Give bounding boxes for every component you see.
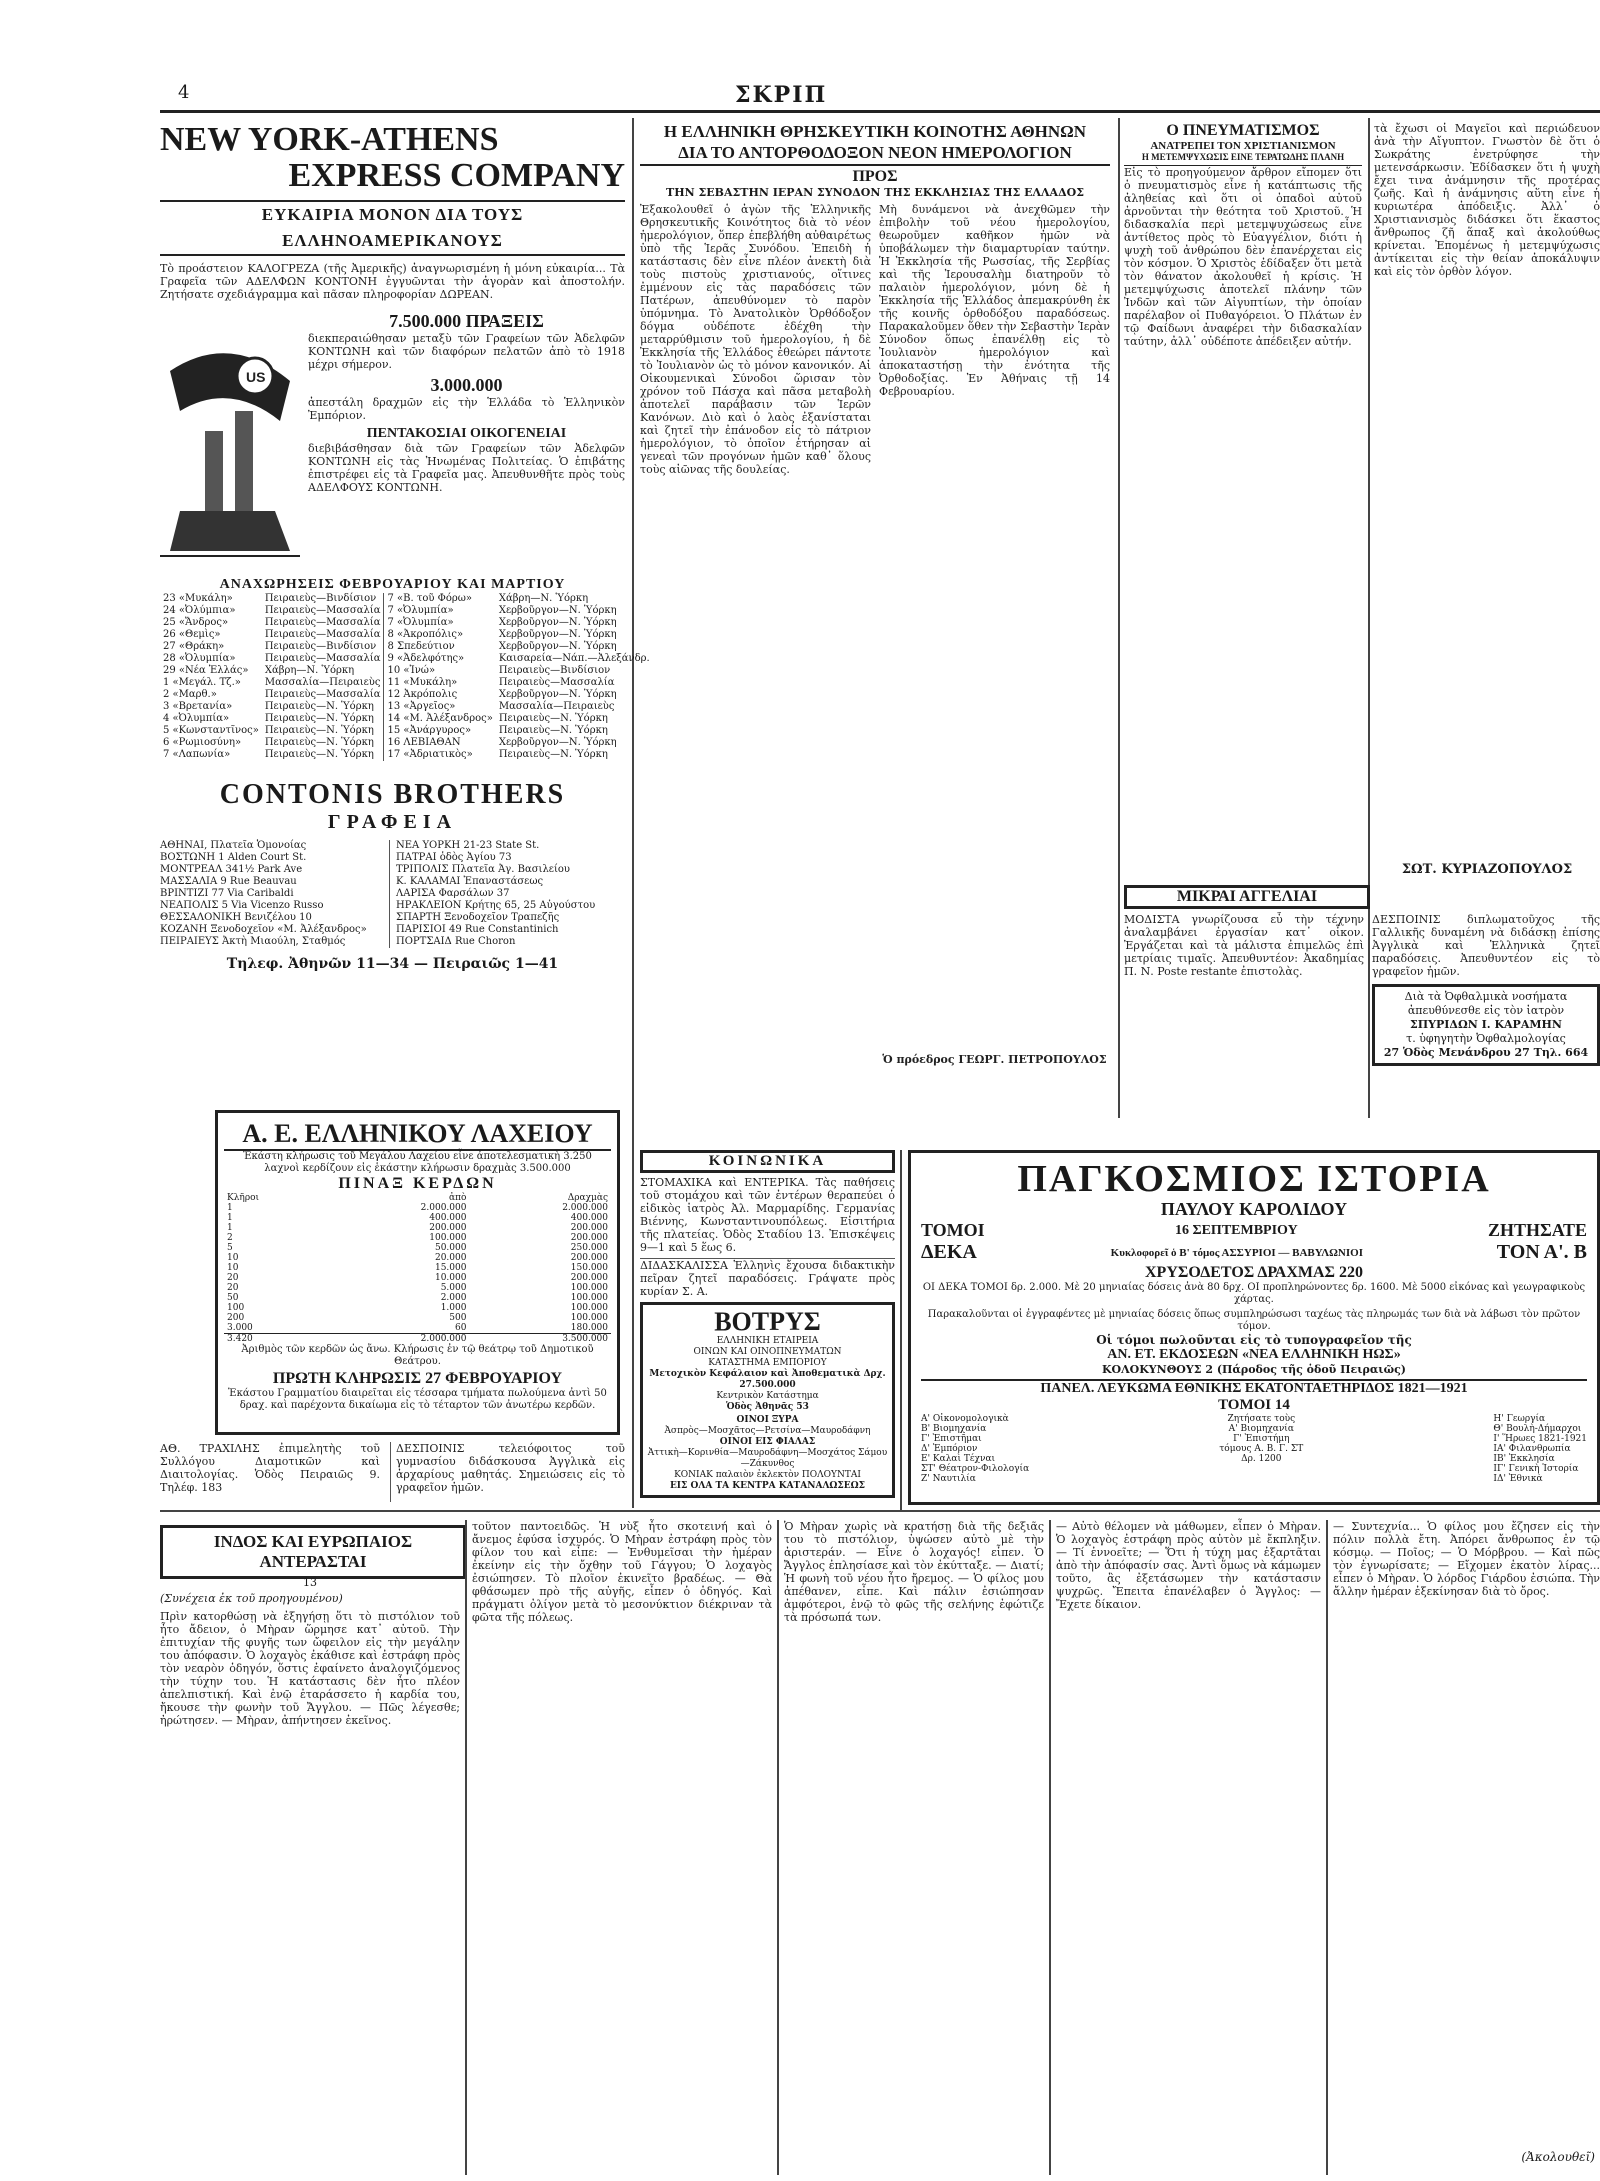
prize-row <box>224 1283 611 1293</box>
sailing-cell: 13 «Ἀργεῖος» <box>384 701 496 713</box>
sailing-cell: Χάβρη—Ν. Ὑόρκη <box>264 665 355 676</box>
history-volume-item: Θ' Βουλὴ-Δήμαρχοι <box>1493 1424 1582 1434</box>
sailing-cell: 8 Σπεδεύτιον <box>384 641 496 653</box>
column-divider <box>900 1150 902 1510</box>
contonis-phones: Τηλεφ. Ἀθηνῶν 11—34 — Πειραιῶς 1—41 <box>226 956 559 972</box>
office-address: ΜΟΝΤΡΕΑΛ 341½ Park Ave <box>160 864 303 875</box>
office-address: ΘΕΣΣΑΛΟΝΙΚΗ Βενιζέλου 10 <box>160 912 312 923</box>
prize-cell: 1.000 <box>440 1303 467 1313</box>
article-title-line2: ΔΙΑ ΤΟ ΑΝΤΟΡΘΟΔΟΞΟΝ ΝΕΟΝ ΗΜΕΡΟΛΟΓΙΟΝ <box>640 142 1110 166</box>
prize-row <box>224 1273 611 1283</box>
history-sold: Οἱ τόμοι πωλοῦνται εἰς τὸ τυπογραφεῖον τῆς <box>1096 1333 1412 1347</box>
sailing-cell: 14 «Μ. Ἀλέξανδρος» <box>384 713 496 725</box>
history-publisher: ΑΝ. ΕΤ. ΕΚΔΟΣΕΩΝ «ΝΕΑ ΕΛΛΗΝΙΚΗ ΗΩΣ» <box>1107 1347 1401 1362</box>
eye-ad-line: ἀπευθύνεσθε εἰς τὸν ἰατρὸν <box>1407 1004 1565 1017</box>
prize-cell: 150.000 <box>570 1263 608 1273</box>
sailing-cell: 7 «Λαπωνία» <box>163 749 231 760</box>
office-address: ΝΕΑ ΥΟΡΚΗ 21-23 State St. <box>396 840 540 851</box>
prize-total-2: 3.500.000 <box>469 1334 611 1345</box>
sailing-cell: 7 «Β. τοῦ Φόρω» <box>384 593 496 605</box>
eye-doctor-ad <box>1372 984 1600 1066</box>
sailings-table <box>160 593 653 761</box>
history-published: Κυκλοφορεῖ ὁ Β' τόμος ΑΣΣΥΡΙΟΙ — ΒΑΒΥΛΩΝΙΟΙ <box>1110 1246 1363 1259</box>
prize-total-count: 3.420 <box>224 1334 328 1345</box>
history-list-mid <box>1219 1414 1303 1484</box>
prize-row <box>224 1263 611 1273</box>
botrys-name: ΒΟΤΡΥΣ <box>714 1307 821 1336</box>
office-address: Κ. ΚΑΛΑΜΑΙ Ἐπαναστάσεως <box>396 876 544 887</box>
sailing-cell: 7 «Ὀλυμπία» <box>384 605 496 617</box>
history-pub-address: ΚΟΛΟΚΥΝΘΟΥΣ 2 (Πάροδος τῆς ὁδοῦ Πειραιῶς) <box>1101 1363 1407 1376</box>
prize-row <box>224 1243 611 1253</box>
history-tomoi14: ΤΟΜΟΙ 14 <box>1218 1397 1290 1413</box>
contonis-title: CONTONIS BROTHERS <box>219 779 566 810</box>
sailings-title: ΑΝΑΧΩΡΗΣΕΙΣ ΦΕΒΡΟΥΑΡΙΟΥ ΚΑΙ ΜΑΡΤΙΟΥ <box>219 577 566 592</box>
sailing-row <box>160 605 653 617</box>
history-volume-item: Δ' Ἐμπόριον <box>921 1444 978 1454</box>
prize-cell: 100.000 <box>570 1303 608 1313</box>
calendar-article <box>640 122 1110 1142</box>
botrys-footer: ΕΙΣ ΟΛΑ ΤΑ ΚΕΝΤΡΑ ΚΑΤΑΝΑΛΩΣΕΩΣ <box>669 1481 866 1491</box>
column-divider <box>777 1520 779 2175</box>
sailing-row <box>160 665 653 677</box>
history-volume-item: ΣΤ' Θέατρον-Φιλολογία <box>921 1464 1030 1474</box>
sailing-row <box>160 701 653 713</box>
office-address: ΠΕΙΡΑΙΕΥΣ Ἀκτὴ Μιαούλη, Σταθμός <box>160 936 346 947</box>
top-rule <box>160 110 1600 113</box>
amount: 3.000.000 <box>430 375 503 395</box>
prize-col-head: Κλῆροι <box>227 1193 260 1203</box>
office-address: ΗΡΑΚΛΕΙΟΝ Κρήτης 65, 25 Αὐγούστου <box>396 900 596 911</box>
prize-cell: 50.000 <box>434 1243 467 1253</box>
column-divider <box>1326 1520 1328 2175</box>
history-subscribe: Παρακαλοῦνται οἱ ἐγγραφέντες μὲ μηνιαίας δόσεις ὅπως συμπληρώσωσι ταχέως τὰς πληρωμάς των διὰ νὰ λάβωσι τὸν πρῶτον τόμον. <box>927 1309 1581 1332</box>
sailing-cell: Πειραιεὺς—Ν. Ὑόρκη <box>264 713 374 724</box>
office-address: ΣΠΑΡΤΗ Ξενοδοχεῖον Τραπεζῆς <box>396 912 560 923</box>
amount-text: ἀπεστάλη δραχμῶν εἰς τὴν Ἑλλάδα τὸ Ἑλληνικὸν Ἐμπόριον. <box>308 396 625 422</box>
classifieds <box>1124 885 1600 1145</box>
sailing-cell: Πειραιεὺς—Μασσαλία <box>264 605 381 616</box>
history-volume-item: Β' Βιομηχανία <box>921 1424 987 1434</box>
prize-cell: 200 <box>227 1313 245 1323</box>
office-address: ΠΑΤΡΑΙ ὁδὸς Ἀγίου 73 <box>396 852 512 863</box>
column-divider <box>1049 1520 1051 2175</box>
serial-col-4: — Αὐτὸ θέλομεν νὰ μάθωμεν, εἶπεν ὁ Μὴραν. Ὁ λοχαγὸς ἐστράφη πρὸς αὐτὸν μὲ ἔκπληξιν. — Τί ἐννοεῖτε; — Ὅτι ἡ τύχη μας ἐξαρτᾶται ἀπὸ τὴν ἀπόφασίν σας. Ἀντὶ ὅμως νὰ κάμωμεν τοῦτο, ἂς ἐξετάσωμεν τὴν κατάστασιν ψυχρῶς. Ἔπειτα ἐπανέλαβεν ὁ Ἄγγλος: — Ἔχετε δίκαιον. <box>1056 1520 1321 1611</box>
sailing-cell: Χερβοῦργον—Ν. Ὑόρκη <box>498 641 617 652</box>
classifieds-title: ΜΙΚΡΑΙ ΑΓΓΕΛΙΑΙ <box>1124 885 1370 909</box>
sailing-cell: Πειραιεὺς—Ν. Ὑόρκη <box>498 725 608 736</box>
ad-trachilis: ΑΘ. ΤΡΑΧΙΛΗΣ ἐπιμελητὴς τοῦ Συλλόγου Διαμοτικῶν καὶ Διαιτολογίας. Ὁδὸς Πειραιῶς 9. Τηλέφ. 183 <box>160 1442 380 1494</box>
newyork-express-ad <box>160 121 650 1102</box>
page-number: 4 <box>178 82 190 103</box>
history-author: ΠΑΥΛΟΥ ΚΑΡΟΛΙΔΟΥ <box>1160 1199 1348 1219</box>
eye-ad-doctor: ΣΠΥΡΙΔΩΝ Ι. ΚΑΡΑΜΗΝ <box>1410 1018 1562 1031</box>
sailing-row <box>160 653 653 665</box>
office-address: ΛΑΡΙΣΑ Φαρσάλων 37 <box>396 888 510 899</box>
prize-cell: 200.000 <box>570 1253 608 1263</box>
prize-cell: 200.000 <box>570 1233 608 1243</box>
column-divider <box>1118 118 1120 1118</box>
sailing-cell: 24 «Ὀλύμπια» <box>163 605 236 616</box>
prize-cell: 20.000 <box>434 1253 467 1263</box>
sailing-cell: 16 ΛΕΒΙΑΘΑΝ <box>384 737 496 749</box>
sailing-row <box>160 713 653 725</box>
botrys-brandy: ΚΟΝΙΑΚ παλαιὸν ἐκλεκτὸν ΠΟΛΟΥΝΤΑΙ <box>674 1470 861 1480</box>
history-volume-item: Η' Γεωργία <box>1493 1414 1546 1424</box>
sailing-cell: 5 «Κωνσταντῖνος» <box>163 725 259 736</box>
sailing-cell: Πειραιεὺς—Μασσαλία <box>264 617 381 628</box>
prize-table-title: ΠΙΝΑΞ ΚΕΡΔΩΝ <box>338 1175 497 1192</box>
prize-cell: 20 <box>227 1273 239 1283</box>
sailing-cell: Πειραιεὺς—Μασσαλία <box>498 677 615 688</box>
history-volume-item: Ζητήσατε τοὺς <box>1227 1414 1296 1424</box>
sailing-cell: 1 «Μεγάλ. Τζ.» <box>163 677 241 688</box>
prize-cell: 10 <box>227 1253 239 1263</box>
prize-cell: 3.000 <box>227 1323 253 1333</box>
prize-cell: 2.000.000 <box>420 1203 467 1213</box>
article-signature: Ὁ πρόεδρος ΓΕΩΡΓ. ΠΕΤΡΟΠΟΥΛΟΣ <box>882 1053 1107 1066</box>
ad-body: Τὸ προάστειον ΚΑΛΟΓΡΕΖΑ (τῆς Ἀμερικῆς) ἀναγνωρισμένη ἡ μόνη εὐκαιρία... Τὰ Γραφεῖα τῶν ΑΔΕΛΦΩΝ ΚΟΝΤΟΝΗ ἐγγυῶνται τὴν ἀγορὰν καὶ ἀποστολήν. Ζητήσατε σχεδιάγραμμα καὶ πᾶσαν πληροφορίαν ΔΩΡΕΑΝ. <box>160 262 625 301</box>
sailing-cell: Πειραιεὺς—Ν. Ὑόρκη <box>264 725 374 736</box>
prize-cell: 10.000 <box>434 1273 467 1283</box>
serial-col-3: Ὁ Μὴραν χωρὶς νὰ κρατήσῃ διὰ τῆς δεξιᾶς του τὸ πιστόλιον, ὑψώσεν αὐτὸ μὲ τὴν ἀριστεράν. — Εἶνε ὁ λοχαγός! εἶπεν. Ὁ Ἄγγλος ἐπλησίασε καὶ τὸν ἐκύτταξε. — Διατί; Ἡ φωνὴ τοῦ νέου ἦτο ἤρεμος. — Ὁ φίλος μου ἀπέθανεν, εἶπε. Καὶ πάλιν ἐσιώπησαν ἀμφότεροι, ἐνῷ τὸ φῶς τῆς σελήνης ἐφώτιζε τὰ πρόσωπά των. <box>784 1520 1044 1624</box>
office-address: ΜΑΣΣΑΛΙΑ 9 Rue Beauvau <box>160 876 297 887</box>
history-volume-item: ΙΒ' Ἐκκλησία <box>1493 1454 1555 1464</box>
lottery-ad <box>215 1110 620 1435</box>
spiritism-subtitle: ΑΝΑΤΡΕΠΕΙ ΤΟΝ ΧΡΙΣΤΙΑΝΙΣΜΟΝ <box>1150 140 1336 152</box>
deeds-text: διεκπεραιώθησαν μεταξὺ τῶν Γραφείων τῶν Ἀδελφῶν ΚΟΝΤΩΝΗ καὶ τῶν διαφόρων πελατῶν ἀπὸ τὸ 1918 μέχρι σήμερον. <box>308 332 625 371</box>
sailing-cell: Χερβοῦργον—Ν. Ὑόρκη <box>498 737 617 748</box>
botrys-capital: Μετοχικὸν Κεφάλαιον καὶ Ἀποθεματικὰ Δρχ. 27.500.000 <box>649 1369 886 1390</box>
spiritism-title: Ο ΠΝΕΥΜΑΤΙΣΜΟΣ <box>1166 122 1320 139</box>
contonis-subtitle: ΓΡΑΦΕΙΑ <box>327 811 458 833</box>
sailing-cell: Πειραιεὺς—Ν. Ὑόρκη <box>264 701 374 712</box>
prize-cell: 250.000 <box>570 1243 608 1253</box>
prize-cell: 50 <box>227 1293 239 1303</box>
prize-cell: 200.000 <box>570 1223 608 1233</box>
prize-cell: 180.000 <box>570 1323 608 1333</box>
prize-cell: 1 <box>227 1213 233 1223</box>
history-volume-item: Ι' Ἥρωες 1821-1921 <box>1493 1434 1587 1444</box>
koinonika-title: ΚΟΙΝΩΝΙΚΑ <box>640 1150 895 1173</box>
sailing-row <box>160 737 653 749</box>
prize-cell: 2 <box>227 1233 233 1243</box>
history-vol-a: ΤΟΝ Α'. Β <box>1496 1241 1587 1263</box>
sailing-cell: Πειραιεὺς—Μασσαλία <box>264 653 381 664</box>
families-text: διεβιβάσθησαν διὰ τῶν Γραφείων τῶν Ἀδελφῶν ΚΟΝΤΩΝΗ εἰς τὰς Ἡνωμένας Πολιτείας. Ὁ ἐπιβάτης ἐπιστρέφει εἰς τὰ Γραφεῖα μας. Ἀπευθυνθῆτε πρὸς τοὺς ΑΔΕΛΦΟΥΣ ΚΟΝΤΩΝΗ. <box>308 442 625 494</box>
eye-ad-address: 27 Ὁδὸς Μενάνδρου 27 Τηλ. 664 <box>1383 1046 1589 1059</box>
serial-title-box <box>160 1525 466 1579</box>
sailing-cell: 7 «Ὀλυμπία» <box>384 617 496 629</box>
spiritism-signature: ΣΩΤ. ΚΥΡΙΑΖΟΠΟΥΛΟΣ <box>1401 862 1573 877</box>
article-body-right: Μὴ δυνάμενοι νὰ ἀνεχθῶμεν τὴν ἐπιβολὴν τοῦ νέου ἡμερολογίου, θεωροῦμεν καθῆκον ἡμῶν νὰ ὑποβάλωμεν τὴν διαμαρτυρίαν ταύτην. Ἡ Ἐκκλησία τῆς Ρωσσίας, τῆς Σερβίας καὶ τῆς Ἱερουσαλὴμ διατηροῦν τὸ παλαιὸν ἡμερολόγιον, μόνη δὲ ἡ Ἐκκλησία τῆς Ἑλλάδος ἀπεμακρύνθη ἐκ τῆς κοινῆς ὀρθοδόξου παραδόσεως. Παρακαλοῦμεν ὅθεν τὴν Σεβαστὴν Ἱερὰν Σύνοδον ὅπως ἐπανέλθῃ εἰς τὸ Ἰουλιανὸν ἡμερολόγιον καὶ ἀποκαταστήσῃ τὴν ἑνότητα τῆς Ὀρθοδοξίας. Ἐν Ἀθήναις τῇ 14 Φεβρουαρίου. <box>879 203 1110 398</box>
prize-row <box>224 1293 611 1303</box>
sailing-cell: 2 «Μαρθ.» <box>163 689 217 700</box>
sailing-cell: Πειραιεὺς—Μασσαλία <box>264 689 381 700</box>
serial-title: ΙΝΔΟΣ ΚΑΙ ΕΥΡΩΠΑΙΟΣ ΑΝΤΕΡΑΣΤΑΙ <box>213 1532 413 1571</box>
history-album: ΠΑΝΕΛ. ΛΕΥΚΩΜΑ ΕΘΝΙΚΗΣ ΕΚΑΤΟΝΤΑΕΤΗΡΙΔΟΣ 1821—1921 <box>921 1379 1587 1397</box>
eye-ad-line: τ. ὑφηγητὴν Ὀφθαλμολογίας <box>1406 1032 1566 1045</box>
sailing-row <box>160 689 653 701</box>
sailing-cell: 17 «Ἀδριατικὸς» <box>384 749 496 761</box>
history-volume-item: Α' Βιομηχανία <box>1228 1424 1294 1434</box>
sailing-cell: Πειραιεὺς—Βινδίσιον <box>498 665 611 676</box>
koinonika-body: ΣΤΟΜΑΧΙΚΑ καὶ ΕΝΤΕΡΙΚΑ. Τὰς παθήσεις τοῦ στομάχου καὶ τῶν ἐντέρων θεραπεύει ὁ εἰδικὸς ἰατρὸς Ἀλ. Μαρμαρίδης. Γερμανίας Βιέννης, Κωνσταντινουπόλεως. Εἰσιτήρια τῆς πλατείας. Ὁδὸς Σταδίου 13. Ἐπισκέψεις 9—1 καὶ 5 ἕως 6. <box>640 1176 895 1254</box>
sailing-cell: Πειραιεὺς—Ν. Ὑόρκη <box>498 749 608 760</box>
sailing-cell: Μασσαλία—Πειραιεὺς <box>264 677 381 688</box>
column-divider <box>632 118 634 1508</box>
spiritism-subtitle2: Η ΜΕΤΕΜΨΥΧΩΣΙΣ ΕΙΝΕ ΤΕΡΑΤΩΔΗΣ ΠΛΑΝΗ <box>1124 152 1362 166</box>
prize-cell: 100 <box>227 1303 245 1313</box>
sailing-cell: 12 Ἀκρόπολις <box>384 689 496 701</box>
botrys-address: Ὁδὸς Ἀθηνᾶς 53 <box>726 1402 809 1412</box>
sailing-row <box>160 725 653 737</box>
sailing-cell: 4 «Ὀλυμπία» <box>163 713 230 724</box>
prize-cell: 500 <box>449 1313 467 1323</box>
office-address: ΝΕΑΠΟΛΙΣ 5 Via Vicenzo Russo <box>160 900 324 911</box>
sailing-cell: 26 «Θεμὶς» <box>163 629 221 640</box>
prize-cell: 400.000 <box>570 1213 608 1223</box>
history-list-left <box>921 1414 1029 1484</box>
koinonika-lesson: ΔΙΔΑΣΚΑΛΙΣΣΑ Ἑλληνὶς ἔχουσα διδακτικὴν πεῖραν ζητεῖ παραδόσεις. Γράψατε πρὸς κυρίαν Σ. Α. <box>640 1259 895 1298</box>
sailing-cell: Πειραιεὺς—Βινδίσιον <box>264 641 377 652</box>
prize-cell: 200.000 <box>570 1273 608 1283</box>
sailing-cell: 9 «Ἀδελφότης» <box>384 653 496 665</box>
history-volume-item: Ζ' Ναυτιλία <box>921 1474 976 1484</box>
ad-title-line2: EXPRESS COMPANY <box>288 157 625 194</box>
prize-row <box>224 1253 611 1263</box>
prize-cell: 1 <box>227 1203 233 1213</box>
article-body-left: Ἐξακολουθεῖ ὁ ἀγὼν τῆς Ἑλληνικῆς Θρησκευτικῆς Κοινότητος διὰ τὸ νέον ἡμερολόγιον, ὅπερ ἐπεβλήθη αὐθαιρέτως ὑπὸ τῆς Ἱερᾶς Συνόδου. Ἐπειδὴ ἡ κατάστασις δὲν εἶνε πλέον ἀνεκτὴ διὰ τοὺς πιστοὺς χριστιανούς, οἵτινες ἐμμένουν εἰς τὰς παραδόσεις τῶν Πατέρων, ἀπευθύνομεν τὸ παρὸν ὑπόμνημα. Τὸ Ἀνατολικὸν Ὀρθόδοξον δόγμα οὐδέποτε ἐδέχθη τὴν μεταρρύθμισιν τοῦ ἡμερολογίου, ἡ δὲ Ἐκκλησία τῆς Ἑλλάδος ἐθεώρει πάντοτε τὸ Ἰουλιανὸν ὡς τὸ μόνον κανονικόν. Αἱ Οἰκουμενικαὶ Σύνοδοι ὥρισαν τὸν χρόνον τοῦ Πάσχα καὶ πᾶσα μεταβολὴ ἀποτελεῖ παράβασιν τῶν Ἱερῶν Κανόνων. Διὸ καὶ ὁ λαὸς ἐξανίσταται καὶ ζητεῖ τὴν ἐπάνοδον εἰς τὸ πάτριον ἡμερολόγιον, τὸ ὁποῖον ἐτήρησαν αἱ γενεαὶ τῶν προγόνων ἡμῶν καθ᾽ ὅλους τοὺς αἰῶνας τῆς δουλείας. <box>640 203 871 476</box>
serial-continued: (Ἀκολουθεῖ) <box>1521 2150 1595 2164</box>
ad-title-line1: NEW YORK-ATHENS <box>160 121 499 158</box>
sailing-cell: 27 «Θράκη» <box>163 641 225 652</box>
history-volume-item: τόμους Α. Β. Γ. ΣΤ <box>1219 1444 1304 1454</box>
sailing-cell: 8 «Ἀκροπόλις» <box>384 629 496 641</box>
first-draw: ΠΡΩΤΗ ΚΛΗΡΩΣΙΣ 27 ΦΕΒΡΟΥΑΡΙΟΥ <box>272 1370 563 1387</box>
world-history-ad <box>908 1150 1600 1505</box>
prize-cell: 100.000 <box>570 1283 608 1293</box>
svg-text:US: US <box>246 369 266 385</box>
prize-cell: 20 <box>227 1283 239 1293</box>
deeds-count: 7.500.000 ΠΡΑΞΕΙΣ <box>389 311 544 331</box>
section-rule <box>160 1510 1600 1512</box>
prize-cell: 400.000 <box>429 1213 467 1223</box>
sailing-cell: Χερβοῦργον—Ν. Ὑόρκη <box>498 617 617 628</box>
sailing-cell: Πειραιεὺς—Βινδίσιον <box>264 593 377 604</box>
column-divider <box>465 1520 467 2175</box>
botrys-hq: Κεντρικὸν Κατάστημα <box>716 1391 819 1401</box>
lottery-note: Ἀριθμὸς τῶν κερδῶν ὡς ἄνω. Κλήρωσις ἐν τῷ θεάτρῳ τοῦ Δημοτικοῦ Θεάτρου. <box>241 1344 594 1367</box>
sailing-cell: Χερβοῦργον—Ν. Ὑόρκη <box>498 689 617 700</box>
pythagoras-body: τὰ ἔχωσι οἱ Μαγεῖοι καὶ περιώδευον ἀνὰ τὴν Αἴγυπτον. Γνωστὸν δὲ ὅτι ὁ Σωκράτης ἐνετρύφησε τὴν μετενσάρκωσιν. Ἐδίδασκεν ὅτι ἡ ψυχὴ ἔχει τινα ἀνάμνησιν τῆς προτέρας ζωῆς. Καὶ ἡ ἀνάμνησις αὕτη εἶνε ἡ κυριωτέρα ἀπόδειξις. Ἀλλ᾽ ὁ Χριστιανισμὸς διδάσκει ὅτι ἕκαστος ἄνθρωπος ζῆ ἅπαξ καὶ ἀκολούθως κρίνεται. Ἐπομένως ἡ μετεμψύχωσις ἀντίκειται εἰς τὴν θείαν ἀποκάλυψιν καὶ εἰς τὸν ὀρθὸν λόγον. <box>1374 122 1600 278</box>
history-ask: ΖΗΤΗΣΑΤΕ <box>1487 1220 1587 1240</box>
botrys-line: ΕΛΛΗΝΙΚΗ ΕΤΑΙΡΕΙΑ <box>716 1336 819 1346</box>
prize-cell: 5.000 <box>440 1283 467 1293</box>
offices-right-list <box>389 840 625 948</box>
history-price: ΟΙ ΔΕΚΑ ΤΟΜΟΙ δρ. 2.000. Μὲ 20 μηνιαίας δόσεις ἀνὰ 80 δρχ. ΟΙ προπληρώνοντες δρ. 1600. Μὲ 5000 εἰκόνας καὶ γεωγραφικοὺς χάρτας. <box>922 1282 1586 1305</box>
sailing-cell: Χερβοῦργον—Ν. Ὑόρκη <box>498 629 617 640</box>
sailing-cell: Χάβρη—Ν. Ὑόρκη <box>498 593 589 604</box>
prize-cell: 1 <box>227 1223 233 1233</box>
office-address: ΒΟΣΤΩΝΗ 1 Alden Court St. <box>160 852 307 863</box>
sailing-cell: Πειραιεὺς—Ν. Ὑόρκη <box>264 749 374 760</box>
paper-name: ΣΚΡΙΠ <box>735 82 828 108</box>
classified-modista: ΜΟΔΙΣΤΑ γνωρίζουσα εὖ τὴν τέχνην ἀναλαμβάνει ἐργασίαν κατ᾽ οἶκον. Ἐργάζεται καὶ τὰ μάλιστα ἐπιμελῶς ἐπὶ μετρίαις τιμαῖς. Ἀπευθυντέον: Ἀκαδημίας Π. Ν. Poste restante ἐπιστολὰς. <box>1124 913 1364 978</box>
sailing-cell: 23 «Μυκάλη» <box>163 593 233 604</box>
ad-despoinis: ΔΕΣΠΟΙΝΙΣ τελειόφοιτος τοῦ γυμνασίου διδάσκουσα Ἀγγλικὰ εἰς ἀρχαρίους μαθητάς. Σημειώσεις εἰς τὸ γραφεῖον ἡμῶν. <box>390 1442 625 1502</box>
article-addressee: ΤΗΝ ΣΕΒΑΣΤΗΝ ΙΕΡΑΝ ΣΥΝΟΔΟΝ ΤΗΣ ΕΚΚΛΗΣΙΑΣ ΤΗΣ ΕΛΛΑΔΟΣ <box>666 186 1084 199</box>
prize-cell: 5 <box>227 1243 233 1253</box>
spiritism-article <box>1124 122 1362 862</box>
sailing-row <box>160 677 653 689</box>
botrys-bottled: Ἀττικὴ—Κορινθία—Μαυροδάφνη—Μοσχάτος Σάμου—Ζάκυνθος <box>647 1448 888 1469</box>
sailing-row <box>160 749 653 761</box>
botrys-line: ΚΑΤΑΣΤΗΜΑ ΕΜΠΟΡΙΟΥ <box>708 1358 827 1368</box>
prize-cell: 10 <box>227 1263 239 1273</box>
sailing-cell: 6 «Ρωμιοσύνη» <box>163 737 242 748</box>
history-volume-item: Γ' Ἐπιστῆμαι <box>921 1434 982 1444</box>
serial-number: 13 <box>303 1576 317 1589</box>
prize-cell: 2.000.000 <box>562 1203 608 1213</box>
prize-cell: 200.000 <box>429 1223 467 1233</box>
history-volume-item: ΙΔ' Ἐθνικὰ <box>1493 1474 1543 1484</box>
sailing-cell: Χερβοῦργον—Ν. Ὑόρκη <box>498 605 617 616</box>
prize-row <box>224 1313 611 1323</box>
sailing-row <box>160 641 653 653</box>
sailing-cell: 3 «Βρετανία» <box>163 701 233 712</box>
history-volumes: ΤΟΜΟΙ <box>921 1220 985 1240</box>
sailing-cell: 10 «Ἰνώ» <box>384 665 496 677</box>
history-volume-item: ΙΓ' Γενικὴ Ἱστορία <box>1493 1464 1579 1474</box>
prize-col-head: Δραχμὰς <box>567 1193 608 1203</box>
serial-col-1: Πρὶν κατορθώσῃ νὰ ἐξηγήσῃ ὅτι τὸ πιστόλιον τοῦ ἦτο ἄδειον, ὁ Μὴραν ὥρμησε κατ᾽ αὐτοῦ. Τὴν ἐπιτυχίαν τῆς φυγῆς των ὤφειλον εἰς τὴν μεγάλην του ἀπόφασιν. Ὁ λοχαγὸς ἐκάθισε καὶ ἐστράφη πρὸς τὸν νεαρὸν ὁδηγόν, ὅστις ἐφαίνετο ἀναλογιζόμενος τὴν τύχην του. Ἡ κατάστασις δὲν ἦτο πλέον ἀπελπιστική. Καὶ ἐνῷ ἐταράσσετο ἡ καρδία του, ἤκουσε τὴν φωνὴν τοῦ Ἄγγλου. — Πῶς λέγεσθε; ἠρώτησεν. — Μὴραν, ἀπήντησεν ἐκεῖνος. <box>160 1610 460 1727</box>
history-gold: ΧΡΥΣΟΔΕΤΟΣ ΔΡΑΧΜΑΣ 220 <box>1144 1264 1364 1281</box>
office-address: ΚΟΖΑΝΗ Ξενοδοχεῖον «Μ. Ἀλέξανδρος» <box>160 924 367 935</box>
classified-despoinis: ΔΕΣΠΟΙΝΙΣ διπλωματοῦχος τῆς Γαλλικῆς δυναμένη νὰ διδάσκῃ ἐπίσης Ἀγγλικὰ καὶ Ἑλληνικὰ ζητεῖ παραδόσεις. Ἀπευθυντέον εἰς τὸ γραφεῖον ἡμῶν. <box>1372 913 1600 978</box>
serial-col-5: — Συντεχνία... Ὁ φίλος μου ἔζησεν εἰς τὴν πόλιν πολλὰ ἔτη. Ἀπόρει ἄνθρωπος ἐν τῷ κόσμῳ. — Ποῖος; — Ὁ Μόρβρου. — Καὶ πῶς τὸν ἐγνωρίσατε; — Εἴχομεν ἑκατὸν λίρας... εἶπεν ὁ Μὴραν. Ὁ λόρδος Γιάρδου ἐσιώπα. Τὴν ἄλλην ἡμέραν ἐξεκίνησαν διὰ τὸ ὄρος. <box>1333 1520 1600 1598</box>
prize-cell: 15.000 <box>434 1263 467 1273</box>
history-volume-item: Γ' Ἐπιστήμη <box>1233 1434 1290 1444</box>
ad-subhead: ΕΥΚΑΙΡΙΑ ΜΟΝΟΝ ΔΙΑ ΤΟΥΣ ΕΛΛΗΝΟΑΜΕΡΙΚΑΝΟΥΣ <box>160 200 625 256</box>
sailing-cell: Καισαρεία—Νάπ.—Ἀλεξάνδρ. <box>498 653 650 664</box>
prize-cell: 2.000 <box>440 1293 467 1303</box>
sailing-cell: 25 «Ἄνδρος» <box>163 617 229 628</box>
botrys-wines: Ἀσπρὸς—Μοσχᾶτος—Ρετσίνα—Μαυροδάφνη <box>664 1426 871 1436</box>
prize-row <box>224 1223 611 1233</box>
office-address: ΒΡΙΝΤΙΖΙ 77 Via Caribaldi <box>160 888 294 899</box>
office-address: ΠΟΡΤΣΑΙΔ Rue Choron <box>396 936 516 947</box>
office-address: ΠΑΡΙΣΙΟΙ 49 Rue Constantinich <box>396 924 559 935</box>
lottery-intro: Ἑκάστη κλήρωσις τοῦ Μεγάλου Λαχείου εἶνε ἀποτελεσματικὴ 3.250 λαχνοὶ κερδίζουν εἰς ἑκάστην κλήρωσιν δραχμὰς 3.500.000 <box>243 1151 592 1174</box>
article-pros: ΠΡΟΣ <box>852 168 898 185</box>
botrys-bottled-title: ΟΙΝΟΙ ΕΙΣ ΦΙΑΛΑΣ <box>719 1437 816 1447</box>
history-volume-item: ΙΑ' Φιλανθρωπία <box>1493 1444 1571 1454</box>
serial-continuation: (Συνέχεια ἐκ τοῦ προηγουμένου) <box>160 1592 343 1605</box>
history-volume-item: Δρ. 1200 <box>1241 1454 1282 1464</box>
prize-row <box>224 1233 611 1243</box>
sailing-cell: 15 «Ἀνάργυρος» <box>384 725 496 737</box>
sailing-cell: Μασσαλία—Πειραιεὺς <box>498 701 615 712</box>
spiritism-body: Εἰς τὸ προηγούμενον ἄρθρον εἴπομεν ὅτι ὁ πνευματισμὸς εἶνε ἡ κατάπτωσις τῆς ἀληθείας καὶ ὅτι οἱ ὀπαδοὶ αὐτοῦ ἀρνοῦνται τὴν θεότητα τοῦ Χριστοῦ. Ἡ διδασκαλία περὶ μετεμψυχώσεως εἶνε ἀντίθετος πρὸς τὸ Εὐαγγέλιον, διότι ἡ ψυχὴ τοῦ ἀνθρώπου δὲν ἐπανέρχεται εἰς τὸν κόσμον. Ὁ Χριστὸς ἐδίδαξεν ὅτι μετὰ τὸν θάνατον ἀκολουθεῖ ἡ κρίσις. Ἡ μετεμψύχωσις ἀποτελεῖ πλάνην τῶν Ἰνδῶν καὶ τῶν Αἰγυπτίων, τὴν ὁποίαν παρέλαβον οἱ Πυθαγόρειοι. Ὁ Πλάτων ἐν τῷ Φαίδωνι ἀναφέρει τὴν διδασκαλίαν ταύτην, ἀλλ᾽ οὐδέποτε ἀπέδειξεν αὐτήν. <box>1124 166 1362 348</box>
botrys-wines-title: ΟΙΝΟΙ ΞΥΡΑ <box>736 1415 799 1425</box>
history-date: 16 ΣΕΠΤΕΜΒΡΙΟΥ <box>1174 1222 1298 1238</box>
sailing-row <box>160 593 653 605</box>
history-ten: ΔΕΚΑ <box>921 1241 977 1263</box>
prize-row <box>224 1303 611 1313</box>
offices-left-list <box>160 840 389 948</box>
ship-illustration <box>160 311 300 561</box>
botrys-ad <box>640 1302 895 1498</box>
prize-row <box>224 1323 611 1334</box>
prize-cell: 100.000 <box>429 1233 467 1243</box>
serial-col-2: τοῦτον παντοειδῶς. Ἡ νὺξ ἦτο σκοτεινή καὶ ὁ ἄνεμος ἐφύσα ἰσχυρός. Ὁ Μὴραν ἐστράφη πρὸς τὸν φίλον του καὶ εἶπε: — Ἐνθυμεῖσαι τὴν ἡμέραν ἐκείνην εἰς τὴν ὄχθην τοῦ Γάγγου; Ὁ λοχαγὸς ἐσιώπησεν. Τὸ πλοῖον ἐκινεῖτο βραδέως. — Θὰ φθάσωμεν πρὸ τῆς αὐγῆς, εἶπεν ὁ ὁδηγός. Καὶ πράγματι ὀλίγον μετὰ τὸ μεσονύκτιον διέκριναν τὰ φῶτα τῆς πόλεως. <box>472 1520 772 1624</box>
prize-cell: 100.000 <box>570 1293 608 1303</box>
prize-row <box>224 1213 611 1223</box>
article-title-line1: Η ΕΛΛΗΝΙΚΗ ΘΡΗΣΚΕΥΤΙΚΗ ΚΟΙΝΟΤΗΣ ΑΘΗΝΩΝ <box>663 122 1087 141</box>
sailing-cell: Πειραιεὺς—Ν. Ὑόρκη <box>498 713 608 724</box>
lottery-footer: Ἑκάστου Γραμματίου διαιρεῖται εἰς τέσσαρα τμήματα πωλούμενα ἀντὶ 50 δραχ. καὶ παρέχοντα δικαίωμα εἰς τὸ τέταρτον τῶν ἀνωτέρω κερδῶν. <box>228 1388 607 1411</box>
sailing-cell: 28 «Ὀλυμπία» <box>163 653 236 664</box>
sailing-cell: Πειραιεὺς—Ν. Ὑόρκη <box>264 737 374 748</box>
history-list-right <box>1493 1414 1587 1484</box>
prize-total-1: 2.000.000 <box>328 1334 470 1345</box>
sailing-cell: Πειραιεὺς—Μασσαλία <box>264 629 381 640</box>
families-title: ΠΕΝΤΑΚΟΣΙΑΙ ΟΙΚΟΓΕΝΕΙΑΙ <box>366 426 567 441</box>
history-volume-item: Ε' Καλαὶ Τέχναι <box>921 1454 996 1464</box>
prize-cell: 60 <box>455 1323 467 1333</box>
history-title: ΠΑΓΚΟΣΜΙΟΣ ΙΣΤΟΡΙΑ <box>1017 1158 1491 1200</box>
sailing-row <box>160 629 653 641</box>
lottery-title: Α. Ε. ΕΛΛΗΝΙΚΟΥ ΛΑΧΕΙΟΥ <box>224 1119 611 1151</box>
botrys-line: ΟΙΝΩΝ ΚΑΙ ΟΙΝΟΠΝΕΥΜΑΤΩΝ <box>693 1347 842 1357</box>
prize-row <box>224 1203 611 1213</box>
office-address: ΤΡΙΠΟΛΙΣ Πλατεῖα Ἀγ. Βασιλείου <box>396 864 571 875</box>
eye-ad-line: Διὰ τὰ Ὀφθαλμικὰ νοσήματα <box>1404 990 1568 1003</box>
sailing-cell: 11 «Μυκάλη» <box>384 677 496 689</box>
sailing-cell: 29 «Νέα Ἑλλάς» <box>163 665 249 676</box>
koinonika-section <box>640 1150 895 1505</box>
sailing-row <box>160 617 653 629</box>
prize-col-head: ἀπὸ <box>449 1193 467 1203</box>
history-volume-item: Α' Οἰκονομολογικὰ <box>921 1414 1009 1424</box>
office-address: ΑΘΗΝΑΙ, Πλατεῖα Ὁμονοίας <box>160 840 307 851</box>
prize-cell: 100.000 <box>570 1313 608 1323</box>
